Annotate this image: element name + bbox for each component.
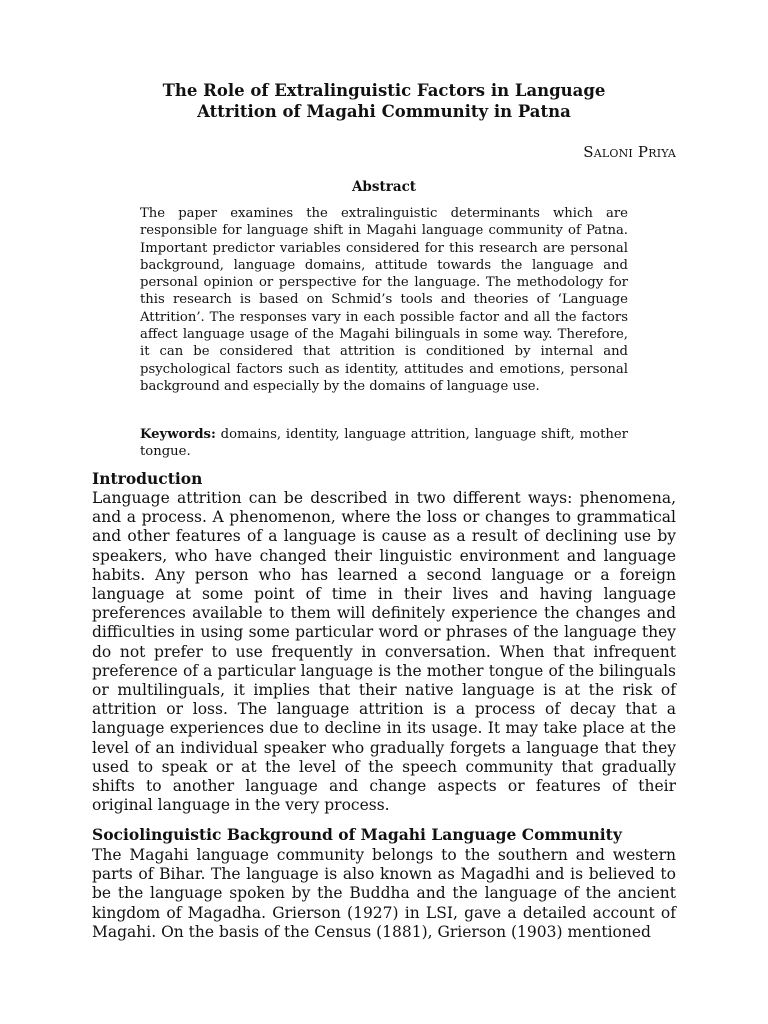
abstract-text: The paper examines the extralinguistic determinants which are responsible for language shift in Magahi language community of Patna. Important predictor variables considered for this research are personal background, language domains, attitude towards the language and personal opinion or perspective for the language. The methodology for this research is based on Schmid’s tools and theories of ‘Language Attrition’. The responses vary in each possible factor and all the factors affect language usage of the Magahi bilinguals in some way. Therefore, it can be considered that attrition is conditioned by internal and psychological factors such as identity, attitudes and emotions, personal background and especially by the domains of language use. xyxy=(140,206,628,394)
section-heading-introduction: Introduction xyxy=(92,469,203,488)
abstract-heading: Abstract xyxy=(351,179,417,195)
section-text-sociolinguistic-background: The Magahi language community belongs to the southern and western parts of Bihar. The language is also known as Magadhi and is believed to be the language spoken by the Buddha and the language of the ancient kingdom of Magadha. Grierson (1927) in LSI, gave a detailed account of Magahi. On the basis of the Census (1881), Grierson (1903) mentioned xyxy=(92,846,676,941)
author-name: Saloni Priya xyxy=(583,143,676,161)
paper-title-line-1: The Role of Extralinguistic Factors in Language xyxy=(162,81,606,100)
keywords-text: domains, identity, language attrition, language shift, mother tongue. xyxy=(140,427,628,460)
section-heading-sociolinguistic-background: Sociolinguistic Background of Magahi Language Community xyxy=(92,825,622,844)
paper-title xyxy=(90,80,678,122)
keywords-label: Keywords: xyxy=(140,427,216,442)
paper-title-line-2: Attrition of Magahi Community in Patna xyxy=(197,102,571,121)
section-text-introduction: Language attrition can be described in two different ways: phenomena, and a process. A phenomenon, where the loss or changes to grammatical and other features of a language is cause as a result of declining use by speakers, who have changed their linguistic environment and language habits. Any person who has learned a second language or a foreign language at some point of time in their lives and having language preferences available to them will definitely experience the changes and difficulties in using some particular word or phrases of the language they do not prefer to use frequently in conversation. When that infrequent preference of a particular language is the mother tongue of the bilinguals or multilinguals, it implies that their native language is at the risk of attrition or loss. The language attrition is a process of decay that a language experiences due to decline in its usage. It may take place at the level of an individual speaker who gradually forgets a language that they used to speak or at the level of the speech community that gradually shifts to another language and change aspects or features of their original language in the very process. xyxy=(92,489,676,815)
keywords xyxy=(140,426,628,461)
